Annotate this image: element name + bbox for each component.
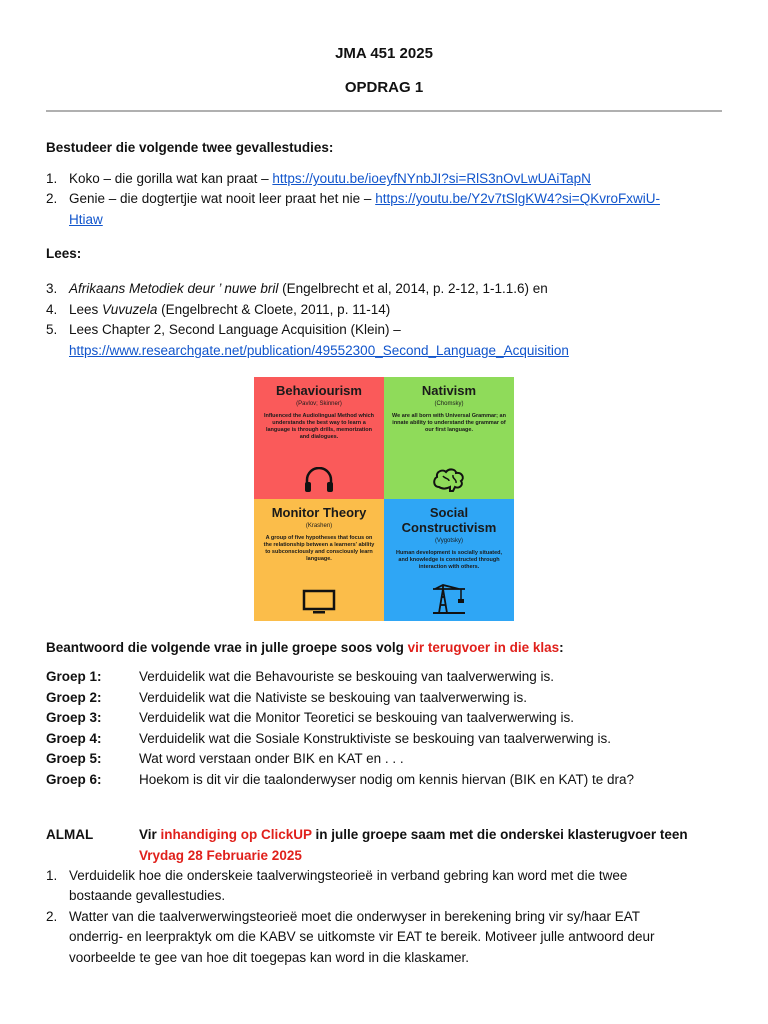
answer-heading-highlight: vir terugvoer in die klas	[407, 640, 560, 655]
task-line: Watter van die taalverwerwingsteorieë moet die onderwyser in berekening bring vir sy/haar EAT	[69, 909, 641, 924]
task-line: onderrig- en leerpraktyk om die KABV se uitkomste vir EAT te bereik. Motiveer julle antwoord deur	[69, 929, 655, 944]
group-question: Wat word verstaan onder BIK en KAT en . . .	[139, 751, 404, 766]
quadrant-subtitle: (Chomsky)	[434, 401, 464, 407]
group-label: Groep 5:	[46, 751, 102, 766]
group-label: Groep 1:	[46, 669, 102, 684]
course-title: JMA 451 2025	[335, 45, 433, 62]
list-number: 3.	[46, 281, 58, 296]
genie-link-continuation	[69, 212, 103, 227]
headphones-icon	[302, 467, 336, 493]
koko-video-link[interactable]: https://youtu.be/ioeyfNYnbJI?si=RlS3nOvLwUAiTapN	[272, 171, 591, 186]
group-question: Verduidelik wat die Sosiale Konstruktiviste se beskouing van taalverwerwing is.	[139, 731, 611, 746]
list-number: 2.	[46, 909, 58, 924]
list-number: 5.	[46, 322, 58, 337]
quadrant-subtitle: (Vygotsky)	[434, 538, 464, 544]
quadrant-title: Monitor Theory	[271, 505, 367, 520]
monitor-icon	[301, 589, 337, 615]
list-number: 4.	[46, 302, 58, 317]
language-theories-infographic	[254, 377, 514, 622]
list-item-vuvuzela	[69, 302, 390, 317]
crane-icon	[429, 583, 469, 615]
task-line: Verduidelik hoe die onderskeie taalverwingsteorieë in verband gebring kan word met die twee	[69, 868, 628, 883]
researchgate-link[interactable]: https://www.researchgate.net/publication/49552300_Second_Language_Acquisition	[69, 343, 569, 358]
quadrant-monitor-theory	[254, 499, 384, 621]
quadrant-description: Human development is socially situated, and knowledge is constructed through interaction with others.	[395, 550, 503, 570]
task-line: voorbeelde te gee van hoe dit toegepas kan word in die klaskamer.	[69, 950, 470, 965]
group-question: Verduidelik wat die Monitor Teoretici se beskouing van taalverwerwing is.	[139, 710, 574, 725]
group-label: Groep 6:	[46, 772, 102, 787]
group-label: Groep 4:	[46, 731, 102, 746]
genie-video-link[interactable]: https://youtu.be/Y2v7tSlgKW4?si=QKvroFxwiU-	[375, 191, 660, 206]
horizontal-rule	[46, 110, 722, 112]
list-item-afrikaans-metodiek	[69, 281, 548, 296]
list-number: 1.	[46, 171, 58, 186]
answer-heading-text: Beantwoord die volgende vrae in julle groepe soos volg	[46, 640, 408, 655]
list-item-text: (Engelbrecht & Cloete, 2011, p. 11-14)	[157, 302, 391, 317]
group-question: Verduidelik wat die Behavouriste se beskouing van taalverwerwing is.	[139, 669, 554, 684]
quadrant-title: Behaviourism	[276, 383, 362, 398]
group-label: Groep 3:	[46, 710, 102, 725]
read-heading: Lees:	[46, 246, 82, 261]
answer-heading	[46, 640, 564, 655]
quadrant-description: We are all born with Universal Grammar; an innate ability to understand the grammar of our first language.	[392, 413, 506, 433]
quadrant-description: A group of five hypotheses that focus on the relationship between a learners' ability to subconsciously and consciously learn language.	[263, 535, 375, 562]
quadrant-subtitle: (Pavlov; Skinner)	[296, 401, 342, 407]
list-number: 1.	[46, 868, 58, 883]
book-title: Afrikaans Metodiek deur ’ nuwe bril	[69, 281, 279, 296]
book-title: Vuvuzela	[102, 302, 158, 317]
submission-prefix: Vir	[139, 827, 161, 842]
answer-heading-colon: :	[559, 640, 564, 655]
group-question: Verduidelik wat die Nativiste se beskouing van taalverwerwing is.	[139, 690, 527, 705]
quadrant-social-constructivism	[384, 499, 514, 621]
submission-instruction	[139, 827, 688, 842]
group-label: Groep 2:	[46, 690, 102, 705]
list-item-text: Koko – die gorilla wat kan praat –	[69, 171, 273, 186]
list-number: 2.	[46, 191, 58, 206]
all-label: ALMAL	[46, 827, 94, 842]
submission-text: in julle groepe saam met die onderskei klasterugvoer teen	[311, 827, 688, 842]
submission-platform: inhandiging op ClickUP	[160, 827, 312, 842]
assignment-title: OPDRAG 1	[344, 79, 424, 96]
quadrant-nativism	[384, 377, 514, 499]
task-line: bostaande gevallestudies.	[69, 888, 226, 903]
quadrant-title: Nativism	[421, 383, 477, 398]
due-date: Vrydag 28 Februarie 2025	[139, 848, 302, 863]
klein-link-line	[69, 343, 569, 358]
quadrant-description: Influenced the Audiolingual Method which understands the best way to learn a language is through drills, memorization and dialogues.	[263, 413, 375, 440]
list-item-prefix: Lees	[69, 302, 103, 317]
genie-video-link-cont[interactable]: Htiaw	[69, 212, 103, 227]
quadrant-subtitle: (Krashen)	[305, 523, 333, 529]
study-heading: Bestudeer die volgende twee gevallestudies:	[46, 140, 334, 155]
brain-icon	[431, 467, 467, 493]
list-item-klein	[69, 322, 401, 337]
list-item-koko	[69, 171, 591, 186]
quadrant-behaviourism	[254, 377, 384, 499]
quadrant-title: Social Constructivism	[401, 505, 497, 535]
list-item-genie	[69, 191, 660, 206]
group-question: Hoekom is dit vir die taalonderwyser nodig om kennis hiervan (BIK en KAT) te dra?	[139, 772, 634, 787]
list-item-text: (Engelbrecht et al, 2014, p. 2-12, 1-1.1.6) en	[278, 281, 548, 296]
list-item-text: Lees Chapter 2, Second Language Acquisition (Klein) –	[69, 322, 401, 337]
list-item-text: Genie – die dogtertjie wat nooit leer praat het nie –	[69, 191, 376, 206]
